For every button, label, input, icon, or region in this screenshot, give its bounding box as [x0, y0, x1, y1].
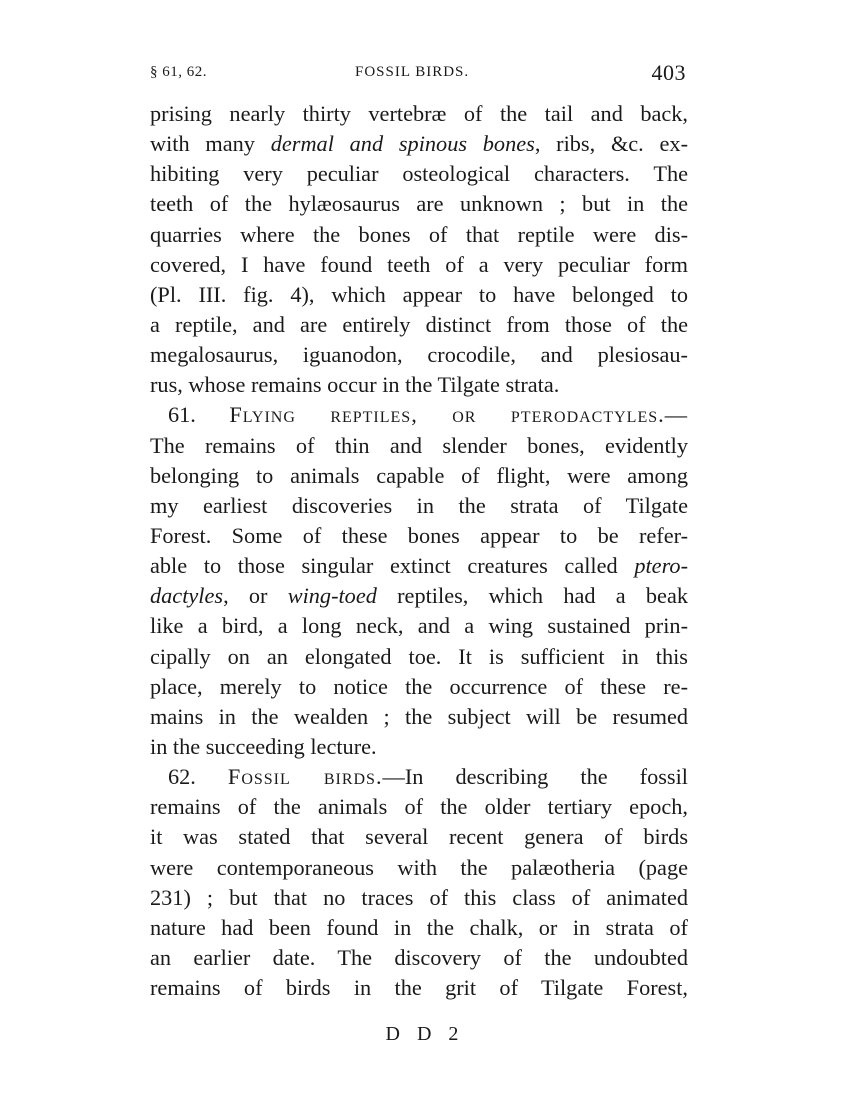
text-line: megalosaurus, iguanodon, crocodile, and plesiosau- [150, 342, 688, 368]
text-line: mains in the wealden ; the subject will be resumed [150, 703, 688, 729]
text-line: remains of the animals of the older tertiary epoch, [150, 794, 688, 820]
text-line: nature had been found in the chalk, or in strata of [150, 914, 688, 940]
text-line: in the succeeding lecture. [150, 733, 377, 759]
text-run: , or [223, 583, 288, 609]
text-line: covered, I have found teeth of a very peculiar form [150, 251, 688, 277]
text-line: were contemporaneous with the palæotheria (page [150, 854, 688, 880]
text-line: (Pl. III. fig. 4), which appear to have belonged to [150, 281, 688, 307]
italic-phrase: ptero- [634, 553, 688, 579]
running-title: FOSSIL BIRDS. [355, 64, 470, 80]
signature-mark: D D 2 [385, 1023, 465, 1045]
text-line: my earliest discoveries in the strata of Tilgate [150, 492, 688, 518]
section-number: 62. [168, 764, 228, 790]
italic-phrase: dactyles [150, 583, 224, 609]
text-line: 231) ; but that no traces of this class of animated [150, 884, 688, 910]
section-heading: Flying reptiles, or pterodactyles.— [229, 402, 688, 428]
section-reference: § 61, 62. [150, 64, 207, 80]
text-line: rus, whose remains occur in the Tilgate strata. [150, 372, 560, 398]
text-line: it was stated that several recent genera of birds [150, 824, 688, 850]
text-line: place, merely to notice the occurrence of these re- [150, 673, 688, 699]
section-heading: Fossil birds. [227, 764, 383, 790]
running-header [150, 60, 686, 88]
text-run: , ribs, &c. ex- [534, 131, 688, 157]
text-line: like a bird, a long neck, and a wing sustained prin- [150, 613, 688, 639]
text-line [150, 129, 688, 159]
text-line: hibiting very peculiar osteological characters. The [150, 161, 688, 187]
text-line: cipally on an elongated toe. It is sufficient in this [150, 643, 688, 669]
body-text [150, 99, 688, 1003]
page-number: 403 [651, 60, 686, 85]
text-line: remains of birds in the grit of Tilgate Forest, [150, 975, 688, 1001]
text-line: The remains of thin and slender bones, evidently [150, 432, 688, 458]
text-run: —In describing the fossil [382, 764, 688, 790]
text-line [150, 581, 688, 611]
section-61-heading-line [150, 400, 688, 430]
text-line: belonging to animals capable of flight, were among [150, 462, 688, 488]
text-run: reptiles, which had a beak [376, 583, 688, 609]
section-number: 61. [168, 402, 230, 428]
italic-phrase: dermal and spinous bones [270, 131, 535, 157]
text-line: a reptile, and are entirely distinct from those of the [150, 311, 688, 337]
text-line: Forest. Some of these bones appear to be refer- [150, 522, 688, 548]
text-line: prising nearly thirty vertebræ of the tail and back, [150, 101, 688, 126]
text-line: quarries where the bones of that reptile were dis- [150, 221, 688, 247]
italic-phrase: wing-toed [287, 583, 377, 609]
text-line: an earlier date. The discovery of the undoubted [150, 944, 688, 970]
text-run: with many [150, 131, 271, 157]
text-line [150, 551, 688, 581]
text-line: teeth of the hylæosaurus are unknown ; but in the [150, 191, 688, 217]
section-62-heading-line [150, 762, 688, 792]
text-run: able to those singular extinct creatures called [150, 553, 635, 579]
